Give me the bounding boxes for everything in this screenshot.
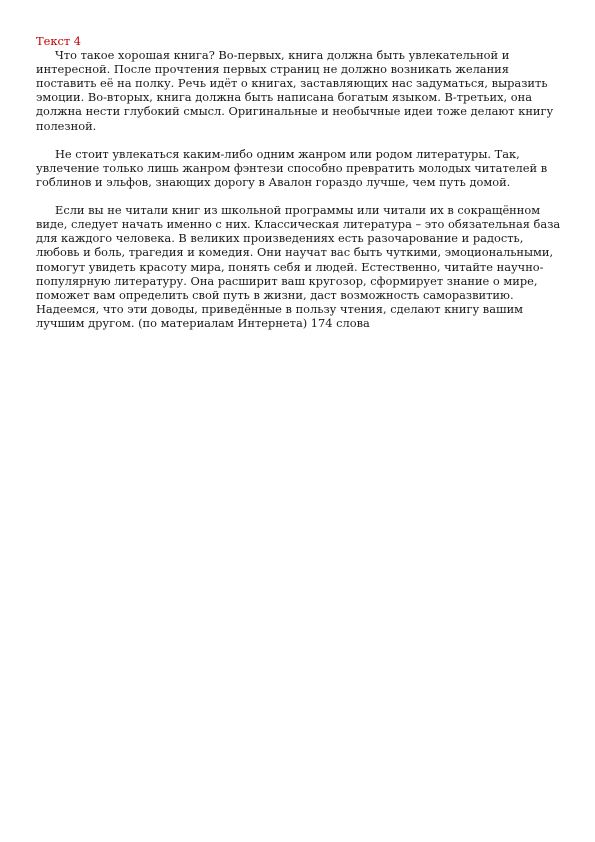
document-page bbox=[36, 34, 562, 330]
document-title: Текст 4 bbox=[36, 34, 82, 48]
paragraph-gap bbox=[36, 189, 562, 203]
paragraph-1: Что такое хорошая книга? Во-первых, книга должна быть увлекательной и интересной. После прочтения первых страниц не должно возникать желания поставить её на полку. Речь идёт о книгах, заставляющих нас задуматься, выразить эмоции. Во-вторых, книга должна быть написана богатым языком. В-третьих, она должна нести глубокий смысл. Оригинальные и необычные идеи тоже делают книгу полезной. bbox=[36, 48, 554, 133]
paragraph-gap bbox=[36, 133, 562, 147]
paragraph-3: Если вы не читали книг из школьной программы или читали их в сокращённом виде, следует начать именно с них. Классическая литература – это обязательная база для каждого человека. В великих произведениях есть разочарование и радость, любовь и боль, трагедия и комедия. Они научат вас быть чуткими, эмоциональными, помогут увидеть красоту мира, понять себя и людей. Естественно, читайте научно-популярную литературу. Она расширит ваш кругозор, сформирует знание о мире, поможет вам определить свой путь в жизни, даст возможность саморазвитию. Надеемся, что эти доводы, приведённые в пользу чтения, сделают книгу вашим лучшим другом. (по материалам Интернета) 174 слова bbox=[36, 203, 561, 330]
paragraph-2: Не стоит увлекаться каким-либо одним жанром или родом литературы. Так, увлечение только лишь жанром фэнтези способно превратить молодых читателей в гоблинов и эльфов, знающих дорогу в Авалон гораздо лучше, чем путь домой. bbox=[36, 146, 548, 189]
